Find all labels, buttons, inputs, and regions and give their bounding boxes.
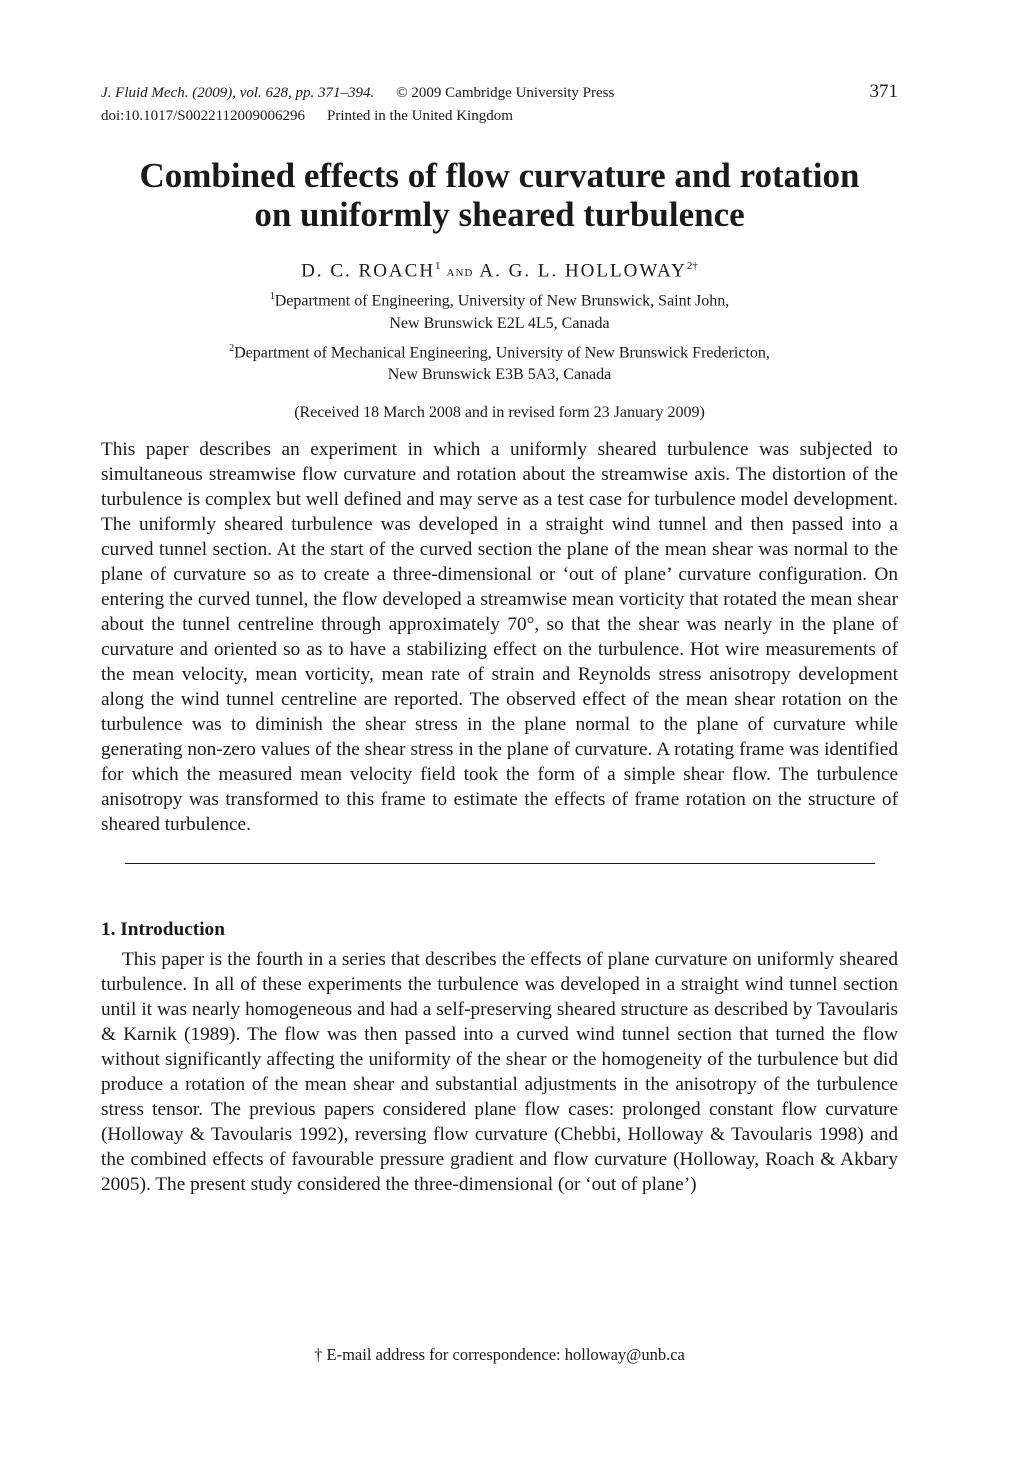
section-heading: 1. Introduction <box>101 918 225 940</box>
abstract-divider <box>125 863 875 864</box>
doi: doi:10.1017/S0022112009006296 <box>101 108 306 124</box>
author-2: A. G. L. HOLLOWAY <box>479 260 687 282</box>
header-line-2 <box>101 105 898 128</box>
printed-notice: Printed in the United Kingdom <box>327 108 513 124</box>
affiliation-1-mark: 1 <box>269 291 275 303</box>
affiliation-2 <box>101 338 898 386</box>
running-header <box>101 82 898 128</box>
footnote: † E-mail address for correspondence: holloway@unb.ca <box>314 1345 685 1364</box>
affiliation-1-line-1: Department of Engineering, University of New Brunswick, Saint John, <box>274 292 730 310</box>
author-conjunction: and <box>446 263 474 281</box>
author-1: D. C. ROACH <box>301 260 436 282</box>
author-list <box>101 260 898 282</box>
author-2-affiliation-mark: 2† <box>686 260 698 272</box>
author-1-affiliation-mark: 1 <box>435 260 441 272</box>
paper-page <box>101 81 898 1364</box>
paper-title <box>101 156 898 234</box>
received-dates: (Received 18 March 2008 and in revised form 23 January 2009) <box>294 403 705 421</box>
affiliation-1 <box>101 286 898 334</box>
page-number: 371 <box>869 81 898 102</box>
affiliation-2-mark: 2 <box>229 342 235 354</box>
header-line-1 <box>101 82 898 105</box>
copyright-notice: © 2009 Cambridge University Press <box>396 85 615 101</box>
journal-citation: J. Fluid Mech. (2009), vol. 628, pp. 371–394. <box>101 85 375 101</box>
affiliation-2-line-2: New Brunswick E3B 5A3, Canada <box>387 365 612 383</box>
title-line-2: on uniformly sheared turbulence <box>254 195 745 234</box>
introduction-paragraph: This paper is the fourth in a series that describes the effects of plane curvature on uniformly sheared turbulence. In all of these experiments the turbulence was developed in a straight wind tunnel section until it was nearly homogeneous and had a self-preserving sheared structure as described by Tavoularis & Karnik (1989). The flow was then passed into a curved wind tunnel section that turned the flow without significantly affecting the uniformity of the shear or the homogeneity of the turbulence but did produce a rotation of the mean shear and substantial adjustments in the anisotropy of the turbulence stress tensor. The previous papers considered plane flow cases: prolonged constant flow curvature (Holloway & Tavoularis 1992), reversing flow curvature (Chebbi, Holloway & Tavoularis 1998) and the combined effects of favourable pressure gradient and flow curvature (Holloway, Roach & Akbary 2005). The present study considered the three-dimensional (or ‘out of plane’) <box>101 948 898 1195</box>
affiliation-2-line-1: Department of Mechanical Engineering, University of New Brunswick Fredericton, <box>234 343 770 361</box>
abstract: This paper describes an experiment in which a uniformly sheared turbulence was subjected to simultaneous streamwise flow curvature and rotation about the streamwise axis. The distortion of the turbulence is complex but well defined and may serve as a test case for turbulence model development. The uniformly sheared turbulence was developed in a straight wind tunnel and then passed into a curved tunnel section. At the start of the curved section the plane of the mean shear was normal to the plane of curvature so as to create a three-dimensional or ‘out of plane’ curvature configuration. On entering the curved tunnel, the flow developed a streamwise mean vorticity that rotated the mean shear about the tunnel centreline through approximately 70°, so that the shear was nearly in the plane of curvature and oriented so as to have a stabilizing effect on the turbulence. Hot wire measurements of the mean velocity, mean vorticity, mean rate of strain and Reynolds stress anisotropy development along the wind tunnel centreline are reported. The observed effect of the mean shear rotation on the turbulence was to diminish the shear stress in the plane normal to the plane of curvature while generating non-zero values of the shear stress in the plane of curvature. A rotating frame was identified for which the measured mean velocity field took the form of a simple shear flow. The turbulence anisotropy was transformed to this frame to estimate the effects of frame rotation on the structure of sheared turbulence. <box>101 438 898 835</box>
title-line-1: Combined effects of flow curvature and rotation <box>139 156 860 195</box>
affiliation-1-line-2: New Brunswick E2L 4L5, Canada <box>389 314 610 332</box>
